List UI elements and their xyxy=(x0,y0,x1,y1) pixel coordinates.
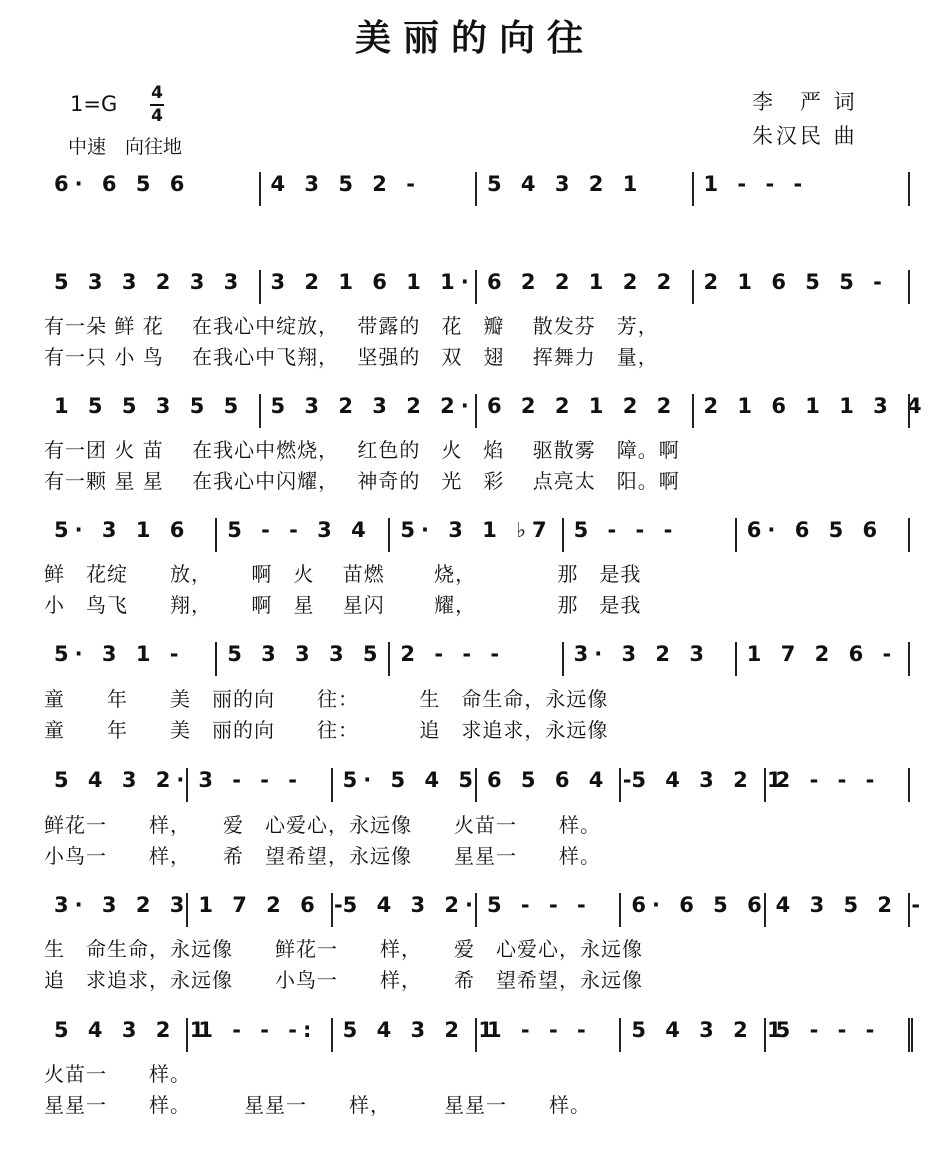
measure: 5 - - - xyxy=(487,893,592,917)
music-row-6 xyxy=(44,768,914,802)
barline xyxy=(388,518,390,552)
barline xyxy=(186,893,188,927)
barline xyxy=(908,642,910,676)
measure: 3 2 1 6 1 1· xyxy=(270,270,475,294)
measure: 5 3 3 2 3 3 xyxy=(54,270,245,294)
measure: 5 - - 3 4 xyxy=(227,518,372,542)
barline xyxy=(215,518,217,552)
measure: 3· 3 2 3 xyxy=(54,893,191,917)
measure: 1 - - - xyxy=(703,172,809,196)
barline xyxy=(908,270,910,304)
barline xyxy=(388,642,390,676)
barline xyxy=(908,518,910,552)
barline xyxy=(764,893,766,927)
measure: 5· 3 1 6 xyxy=(54,518,191,542)
barline xyxy=(908,893,910,927)
measure: 1 - - -: xyxy=(198,1018,318,1042)
song-title: 美丽的向往 xyxy=(354,17,595,59)
lyric-line: 追 求追求，永远像 小鸟一 样， 希 望希望，永远像 xyxy=(44,968,643,992)
measure: 3 - - - xyxy=(198,768,304,792)
barline xyxy=(764,768,766,802)
lyricist-credit: 李 严 词 xyxy=(752,90,858,114)
music-row-5 xyxy=(44,642,914,676)
barline xyxy=(215,642,217,676)
measure: 3· 3 2 3 xyxy=(573,642,710,666)
lyric-line: 生 命生命，永远像 鲜花一 样， 爱 心爱心，永远像 xyxy=(44,937,643,961)
measure: 1 7 2 6 - xyxy=(746,642,898,666)
measure: 5 4 3 2 1 xyxy=(342,1018,499,1042)
barline xyxy=(764,1018,766,1052)
barline xyxy=(908,768,910,802)
lyric-line: 童 年 美 丽的向 往： 追 求追求，永远像 xyxy=(44,718,609,742)
measure: 2 - - - xyxy=(400,642,506,666)
barline xyxy=(331,893,333,927)
measure: 5 - - - xyxy=(573,518,679,542)
lyric-line: 鲜花一 样， 爱 心爱心，永远像 火苗一 样。 xyxy=(44,813,601,837)
measure: 5 4 3 2 1 xyxy=(631,768,788,792)
measure: 5 3 2 3 2 2· xyxy=(270,394,475,418)
measure: 5 - - - xyxy=(775,1018,881,1042)
barline xyxy=(619,1018,621,1052)
measure: 5 3 3 3 5 xyxy=(227,642,384,666)
barline xyxy=(735,518,737,552)
measure: 4 3 5 2 - xyxy=(775,893,927,917)
measure: 1 5 5 3 5 5 xyxy=(54,394,245,418)
measure: 6 5 6 4 - xyxy=(487,768,638,792)
music-row-1 xyxy=(44,172,914,206)
music-row-4 xyxy=(44,518,914,552)
barline xyxy=(908,394,910,428)
barline xyxy=(331,1018,333,1052)
barline xyxy=(908,1018,913,1052)
measure: 1 7 2 6 - xyxy=(198,893,349,917)
key-signature: 1=G xyxy=(70,92,118,116)
lyric-line: 星星一 样。 星星一 样， 星星一 样。 xyxy=(44,1093,591,1117)
measure: 5 4 3 2 1 xyxy=(487,172,644,196)
barline xyxy=(475,893,477,927)
barline xyxy=(692,394,694,428)
barline xyxy=(475,1018,477,1052)
lyric-line: 鲜 花绽 放， 啊 火 苗燃 烧， 那 是我 xyxy=(44,562,642,586)
barline xyxy=(186,1018,188,1052)
measure: 5· 3 1 ♭7 xyxy=(400,518,553,542)
tempo-marking: 中速 向往地 xyxy=(68,136,183,158)
barline xyxy=(908,172,910,206)
lyric-line: 火苗一 样。 xyxy=(44,1062,191,1086)
music-row-7 xyxy=(44,893,927,927)
barline xyxy=(692,172,694,206)
barline xyxy=(331,768,333,802)
lyric-line: 童 年 美 丽的向 往： 生 命生命，永远像 xyxy=(44,687,609,711)
music-row-3 xyxy=(44,394,928,428)
barline xyxy=(619,768,621,802)
lyric-line: 有一团 火 苗 在我心中燃烧， 红色的 火 焰 驱散雾 障。啊 xyxy=(44,438,680,462)
measure: 4 3 5 2 - xyxy=(270,172,421,196)
measure: 2 1 6 5 5 - xyxy=(703,270,888,294)
measure: 6· 6 5 6 xyxy=(631,893,768,917)
barline xyxy=(475,768,477,802)
barline xyxy=(735,642,737,676)
measure: 6· 6 5 6 xyxy=(54,172,191,196)
time-signature xyxy=(150,84,164,126)
measure: 5 4 3 2 1 xyxy=(54,1018,211,1042)
measure: 5· 3 1 - xyxy=(54,642,185,666)
barline xyxy=(562,642,564,676)
barline xyxy=(619,893,621,927)
lyric-line: 有一朵 鲜 花 在我心中绽放， 带露的 花 瓣 散发芬 芳， xyxy=(44,314,659,338)
barline xyxy=(186,768,188,802)
barline xyxy=(259,394,261,428)
music-row-2 xyxy=(44,270,914,304)
composer-credit: 朱汉民 曲 xyxy=(752,124,858,148)
time-bottom: 4 xyxy=(151,106,163,126)
measure: 6 2 2 1 2 2 xyxy=(487,270,678,294)
measure: 6 2 2 1 2 2 xyxy=(487,394,678,418)
measure: 6· 6 5 6 xyxy=(746,518,884,542)
measure: 5· 5 4 5 xyxy=(342,768,480,792)
barline xyxy=(692,270,694,304)
measure: 5 4 3 2· xyxy=(342,893,480,917)
lyric-line: 小 鸟飞 翔， 啊 星 星闪 耀， 那 是我 xyxy=(44,593,642,617)
barline xyxy=(475,172,477,206)
barline xyxy=(259,270,261,304)
measure: 5 4 3 2· xyxy=(54,768,191,792)
lyric-line: 小鸟一 样， 希 望希望，永远像 星星一 样。 xyxy=(44,844,601,868)
music-row-8 xyxy=(44,1018,914,1052)
measure: 2 1 6 1 1 3 4 xyxy=(703,394,928,418)
barline xyxy=(259,172,261,206)
barline xyxy=(562,518,564,552)
measure: 5 4 3 2 1 xyxy=(631,1018,788,1042)
time-top: 4 xyxy=(151,83,163,103)
barline xyxy=(475,394,477,428)
barline xyxy=(475,270,477,304)
lyric-line: 有一颗 星 星 在我心中闪耀， 神奇的 光 彩 点亮太 阳。啊 xyxy=(44,469,680,493)
measure: 2 - - - xyxy=(775,768,881,792)
measure: 1 - - - xyxy=(487,1018,592,1042)
lyric-line: 有一只 小 鸟 在我心中飞翔， 坚强的 双 翅 挥舞力 量， xyxy=(44,345,659,369)
